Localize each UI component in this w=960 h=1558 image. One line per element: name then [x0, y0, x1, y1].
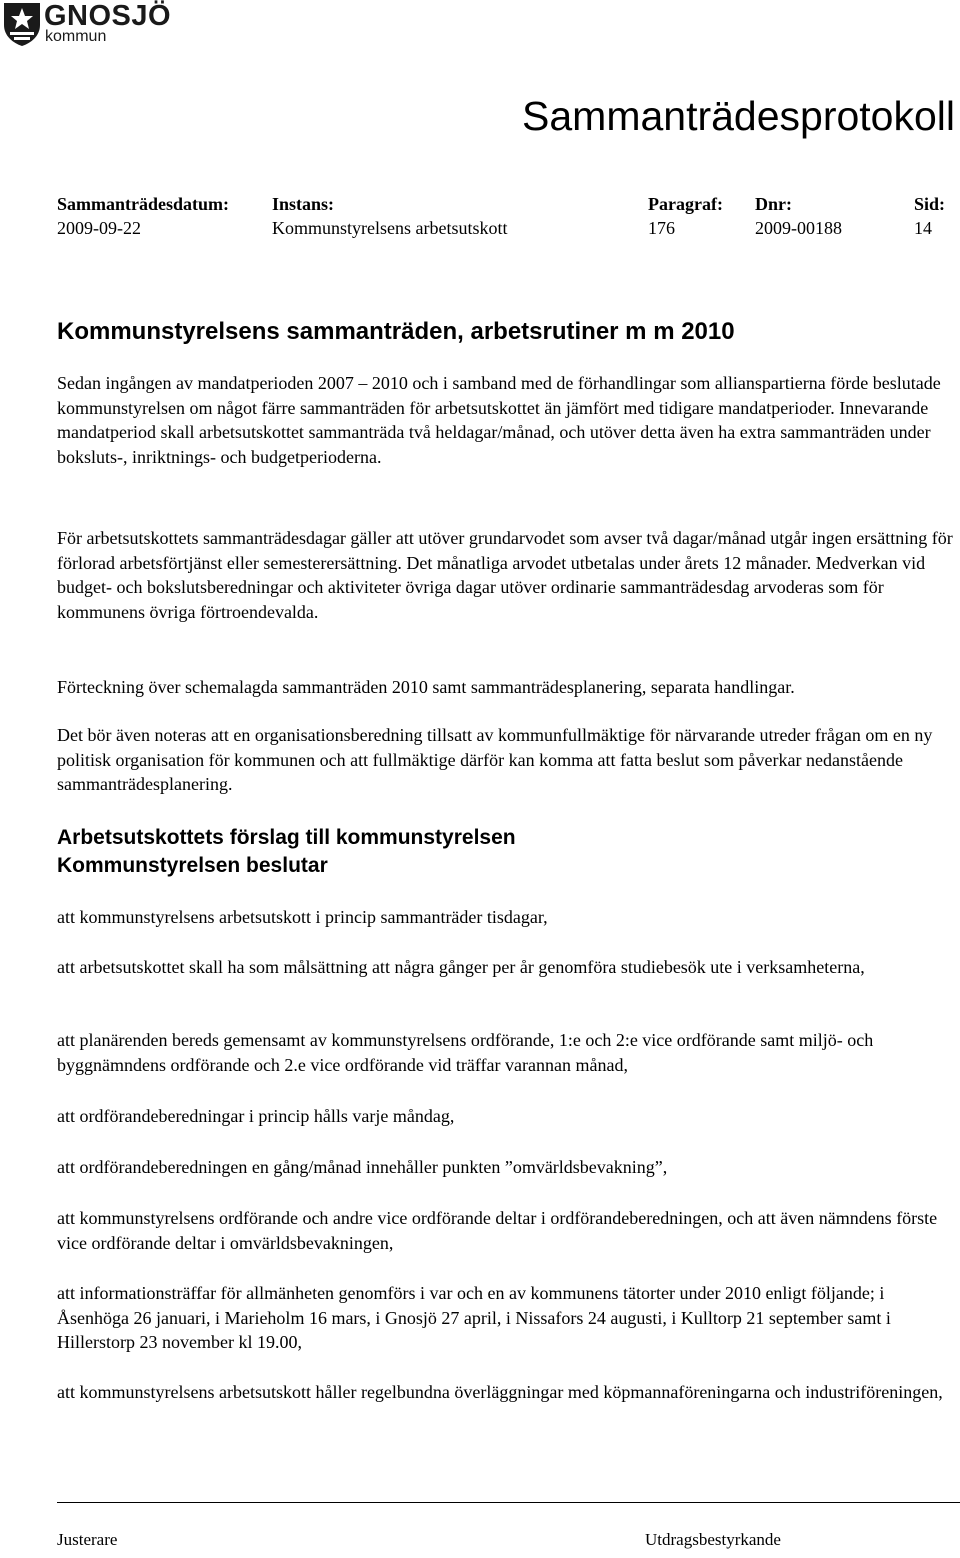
body-paragraph: För arbetsutskottets sammanträdesdagar gäller att utöver grundarvodet som avser två dagar/månad utgår ingen ersättning för förlorad arbetsförtjänst eller semesterersättning. Det månatliga arvodet utbetalas under årets 12 månader. Medverkan vid budget- och bokslutsberedningar och aktiviteter övriga dagar utöver ordinarie sammanträdesdag arvoderas som för kommunens övriga förtroendevalda.	[57, 528, 953, 622]
decision-item: att planärenden bereds gemensamt av kommunstyrelsens ordförande, 1:e och 2:e vice ordförande samt miljö- och byggnämndens ordförande och 2.e vice ordförande vid träffar varannan månad,	[57, 1030, 874, 1075]
municipality-logo	[0, 0, 180, 48]
footer-divider	[57, 1502, 960, 1503]
date-value: 2009-09-22	[57, 218, 141, 238]
instance-label: Instans:	[272, 194, 335, 214]
instance-value: Kommunstyrelsens arbetsutskott	[272, 218, 508, 238]
proposal-heading: Arbetsutskottets förslag till kommunstyrelsen	[57, 826, 516, 849]
section-title: Kommunstyrelsens sammanträden, arbetsrutiner m m 2010	[57, 318, 735, 345]
decision-item: att ordförandeberedningen en gång/månad innehåller punkten ”omvärldsbevakning”,	[57, 1157, 668, 1177]
paragraph-value: 176	[648, 218, 675, 238]
decision-item: att ordförandeberedningar i princip hålls varje måndag,	[57, 1106, 455, 1126]
body-paragraph: Förteckning över schemalagda sammanträden 2010 samt sammanträdesplanering, separata handlingar.	[57, 677, 795, 697]
decision-item: att arbetsutskottet skall ha som målsättning att några gånger per år genomföra studiebesök ute i verksamheterna,	[57, 957, 865, 977]
decision-item: att kommunstyrelsens ordförande och andre vice ordförande deltar i ordförandeberedningen, och att även nämndens förste vice ordförande deltar i omvärldsbevakningen,	[57, 1208, 938, 1253]
page-label: Sid:	[914, 194, 946, 214]
body-paragraph: Det bör även noteras att en organisationsberedning tillsatt av kommunfullmäktige för närvarande utreder frågan om en ny politisk organisation för kommunen och att fullmäktige därför kan komma att fatta beslut som påverkar nedanstående sammanträdesplanering.	[57, 725, 933, 794]
decision-item: att kommunstyrelsens arbetsutskott håller regelbundna överläggningar med köpmannaföreningarna och industriföreningen,	[57, 1382, 943, 1402]
document-title: Sammanträdesprotokoll	[522, 93, 955, 139]
paragraph-label: Paragraf:	[648, 194, 723, 214]
logo-name: GNOSJÖ	[44, 0, 172, 32]
date-label: Sammanträdesdatum:	[57, 194, 230, 214]
signer-label: Justerare	[57, 1530, 118, 1549]
coat-of-arms-icon	[2, 1, 42, 47]
dnr-label: Dnr:	[755, 194, 792, 214]
body-paragraph: Sedan ingången av mandatperioden 2007 – 2010 och i samband med de förhandlingar som allianspartierna förde beslutade kommunstyrelsen om något färre sammanträden för arbetsutskottet än jämfört med tidigare mandatperioder. Innevarande mandatperiod skall arbetsutskottet sammanträda två heldagar/månad, och utöver detta även ha extra sammanträden under boksluts-, inriktnings- och budgetperioderna.	[57, 373, 941, 467]
certification-label: Utdragsbestyrkande	[645, 1530, 781, 1549]
decision-item: att kommunstyrelsens arbetsutskott i princip sammanträder tisdagar,	[57, 907, 548, 927]
dnr-value: 2009-00188	[755, 218, 842, 238]
decision-heading: Kommunstyrelsen beslutar	[57, 854, 328, 877]
page-value: 14	[914, 218, 932, 238]
decision-item: att informationsträffar för allmänheten genomförs i var och en av kommunens tätorter under 2010 enligt följande; i Åsenhöga 26 januari, i Marieholm 16 mars, i Gnosjö 27 april, i Nissafors 24 augusti, i Kulltorp 21 september samt i Hillerstorp 23 november kl 19.00,	[57, 1283, 891, 1352]
logo-subtitle: kommun	[45, 28, 107, 45]
